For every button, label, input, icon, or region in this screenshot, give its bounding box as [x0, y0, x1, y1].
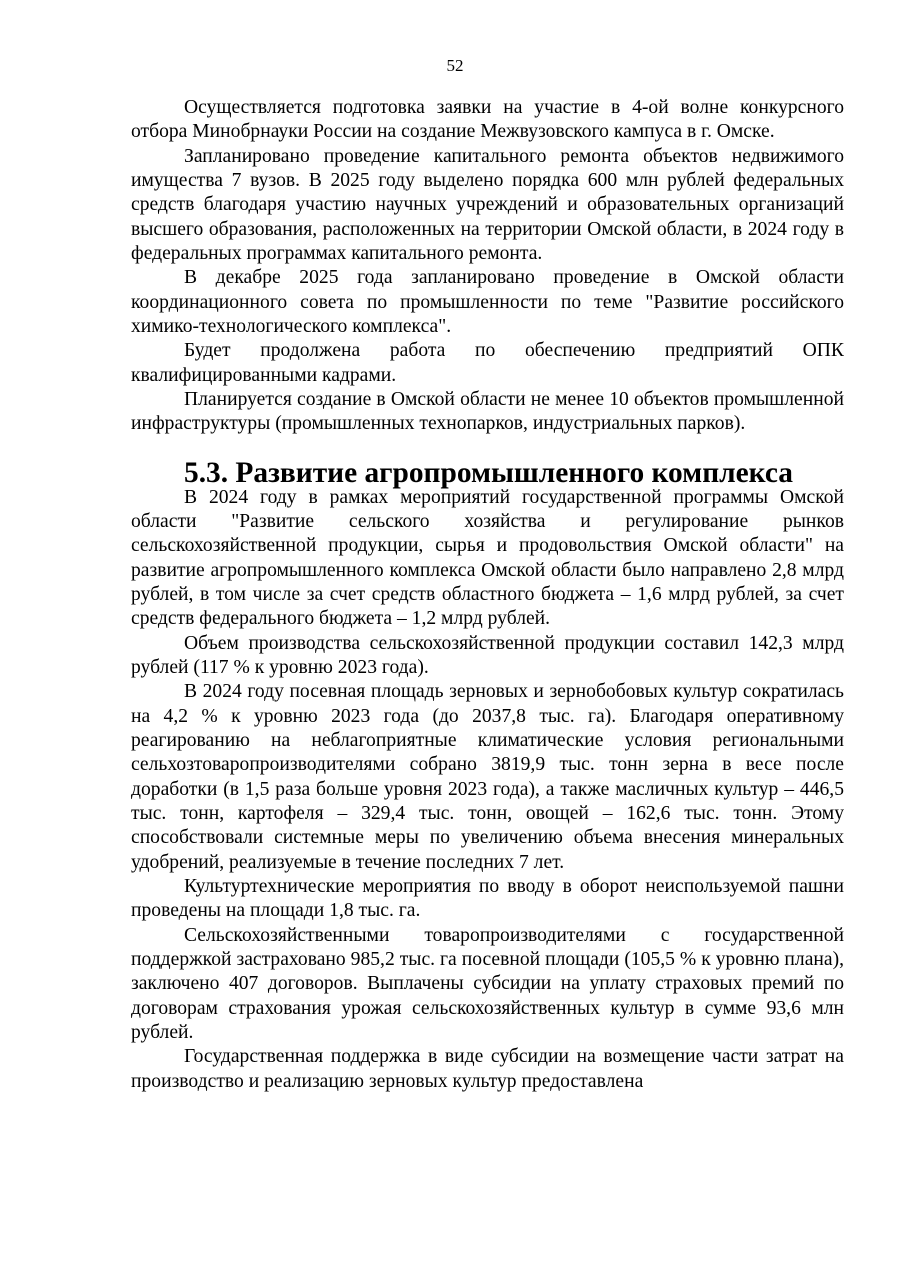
paragraph-crop-insurance: Сельскохозяйственными товаропроизводителями с государственной поддержкой застраховано 985,2 тыс. га посевной площади (105,5 % к уровню плана), заключено 407 договоров. Выплачены субсидии на уплату страховых премий по договорам страхования урожая сельскохозяйственных культур в сумме 93,6 млн рублей. [131, 924, 844, 1044]
paragraph-production-volume: Объем производства сельскохозяйственной продукции составил 142,3 млрд рублей (117 % к уровню 2023 года). [131, 632, 844, 678]
paragraph-capital-repair: Запланировано проведение капитального ремонта объектов недвижимого имущества 7 вузов. В 2025 году выделено порядка 600 млн рублей федеральных средств благодаря участию научных учреждений и образовательных организаций высшего образования, расположенных на территории Омской области, в 2024 году в федеральных программах капитального ремонта. [131, 145, 844, 265]
paragraph-arable-land: Культуртехнические мероприятия по вводу в оборот неиспользуемой пашни проведены на площади 1,8 тыс. га. [131, 876, 844, 922]
section-heading: 5.3. Развитие агропромышленного комплекса [184, 457, 793, 490]
document-body [131, 96, 844, 1094]
paragraph-state-program-funding: В 2024 году в рамках мероприятий государственной программы Омской области "Развитие сельского хозяйства и регулирование рынков сельскохозяйственной продукции, сырья и продовольствия Омской области" на развитие агропромышленного комплекса Омской области было направлено 2,8 млрд рублей, в том числе за счет средств областного бюджета – 1,6 млрд рублей, за счет средств федерального бюджета – 1,2 млрд рублей. [131, 486, 844, 630]
paragraph-grain-subsidy: Государственная поддержка в виде субсидии на возмещение части затрат на производство и реализацию зерновых культур предоставлена [131, 1046, 844, 1092]
page-number: 52 [446, 56, 464, 75]
paragraph-opk-staff: Будет продолжена работа по обеспечению предприятий ОПК квалифицированными кадрами. [131, 340, 844, 386]
paragraph-industrial-infrastructure: Планируется создание в Омской области не менее 10 объектов промышленной инфраструктуры (промышленных технопарков, индустриальных парков). [131, 389, 844, 435]
paragraph-interuniversity-campus: Осуществляется подготовка заявки на участие в 4-ой волне конкурсного отбора Минобрнауки России на создание Межвузовского кампуса в г. Омске. [131, 97, 844, 143]
paragraph-harvest: В 2024 году посевная площадь зерновых и зернобобовых культур сократилась на 4,2 % к уровню 2023 года (до 2037,8 тыс. га). Благодаря оперативному реагированию на неблагоприятные климатические условия региональными сельхозтоваропроизводителями собрано 3819,9 тыс. тонн зерна в весе после доработки (в 1,5 раза больше уровня 2023 года), а также масличных культур – 446,5 тыс. тонн, картофеля – 329,4 тыс. тонн, овощей – 162,6 тыс. тонн. Этому способствовали системные меры по увеличению объема внесения минеральных удобрений, реализуемые в течение последних 7 лет. [131, 681, 844, 873]
paragraph-coordination-council: В декабре 2025 года запланировано проведение в Омской области координационного совета по промышленности по теме "Развитие российского химико-технологического комплекса". [131, 267, 844, 338]
